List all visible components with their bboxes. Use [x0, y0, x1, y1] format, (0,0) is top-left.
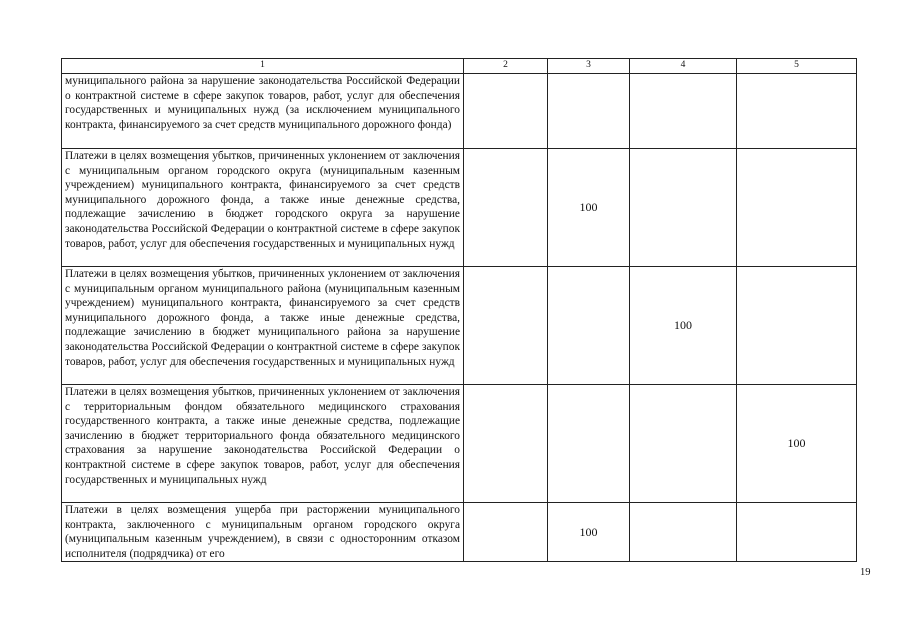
- table-row: [62, 503, 857, 562]
- header-cell-1: 1: [62, 59, 464, 74]
- row-col2-value: [464, 503, 548, 562]
- header-cell-4: 4: [630, 59, 737, 74]
- row-description: Платежи в целях возмещения убытков, причиненных уклонением от заключения с муниципальным органом городского округа (муниципальным казенным учреждением) муниципального контракта, финансируемого за счет средств муниципального дорожного фонда, а также иные денежные средства, подлежащие зачислению в бюджет городского округа за нарушение законодательства Российской Федерации о контрактной системе в сфере закупок товаров, работ, услуг для обеспечения государственных и муниципальных нужд: [62, 149, 464, 267]
- row-col3-value: 100: [548, 149, 630, 267]
- row-col2-value: [464, 149, 548, 267]
- budget-table: [61, 58, 857, 562]
- row-col4-value: 100: [630, 267, 737, 385]
- header-cell-5: 5: [737, 59, 857, 74]
- page-number: 19: [860, 567, 871, 578]
- row-col3-value: [548, 74, 630, 149]
- row-col3-value: 100: [548, 503, 630, 562]
- row-col5-value: [737, 503, 857, 562]
- header-cell-3: 3: [548, 59, 630, 74]
- row-col5-value: [737, 74, 857, 149]
- row-col4-value: [630, 503, 737, 562]
- row-col2-value: [464, 385, 548, 503]
- row-col3-value: [548, 267, 630, 385]
- row-col5-value: [737, 149, 857, 267]
- row-col2-value: [464, 267, 548, 385]
- row-col2-value: [464, 74, 548, 149]
- row-col4-value: [630, 149, 737, 267]
- table-row: [62, 149, 857, 267]
- table-row: [62, 74, 857, 149]
- table-header-row: [62, 59, 857, 74]
- table-row: [62, 267, 857, 385]
- header-cell-2: 2: [464, 59, 548, 74]
- row-description: Платежи в целях возмещения ущерба при расторжении муниципального контракта, заключенного с муниципальным органом городского округа (муниципальным казенным учреждением), в связи с односторонним отказом исполнителя (подрядчика) от его: [62, 503, 464, 562]
- row-col4-value: [630, 385, 737, 503]
- row-col3-value: [548, 385, 630, 503]
- table-row: [62, 385, 857, 503]
- row-description: Платежи в целях возмещения убытков, причиненных уклонением от заключения с муниципальным органом муниципального района (муниципальным казенным учреждением) муниципального контракта, финансируемого за счет средств муниципального дорожного фонда, а также иные денежные средства, подлежащие зачислению в бюджет муниципального района за нарушение законодательства Российской Федерации о контрактной системе в сфере закупок товаров, работ, услуг для обеспечения государственных и муниципальных нужд: [62, 267, 464, 385]
- row-description: муниципального района за нарушение законодательства Российской Федерации о контрактной системе в сфере закупок товаров, работ, услуг для обеспечения государственных и муниципальных нужд (за исключением муниципального контракта, финансируемого за счет средств муниципального дорожного фонда): [62, 74, 464, 149]
- row-description: Платежи в целях возмещения убытков, причиненных уклонением от заключения с территориальным фондом обязательного медицинского страхования государственного контракта, а также иные денежные средства, подлежащие зачислению в бюджет территориального фонда обязательного медицинского страхования за нарушение законодательства Российской Федерации о контрактной системе в сфере закупок товаров, работ, услуг для обеспечения государственных и муниципальных нужд: [62, 385, 464, 503]
- row-col5-value: 100: [737, 385, 857, 503]
- row-col5-value: [737, 267, 857, 385]
- row-col4-value: [630, 74, 737, 149]
